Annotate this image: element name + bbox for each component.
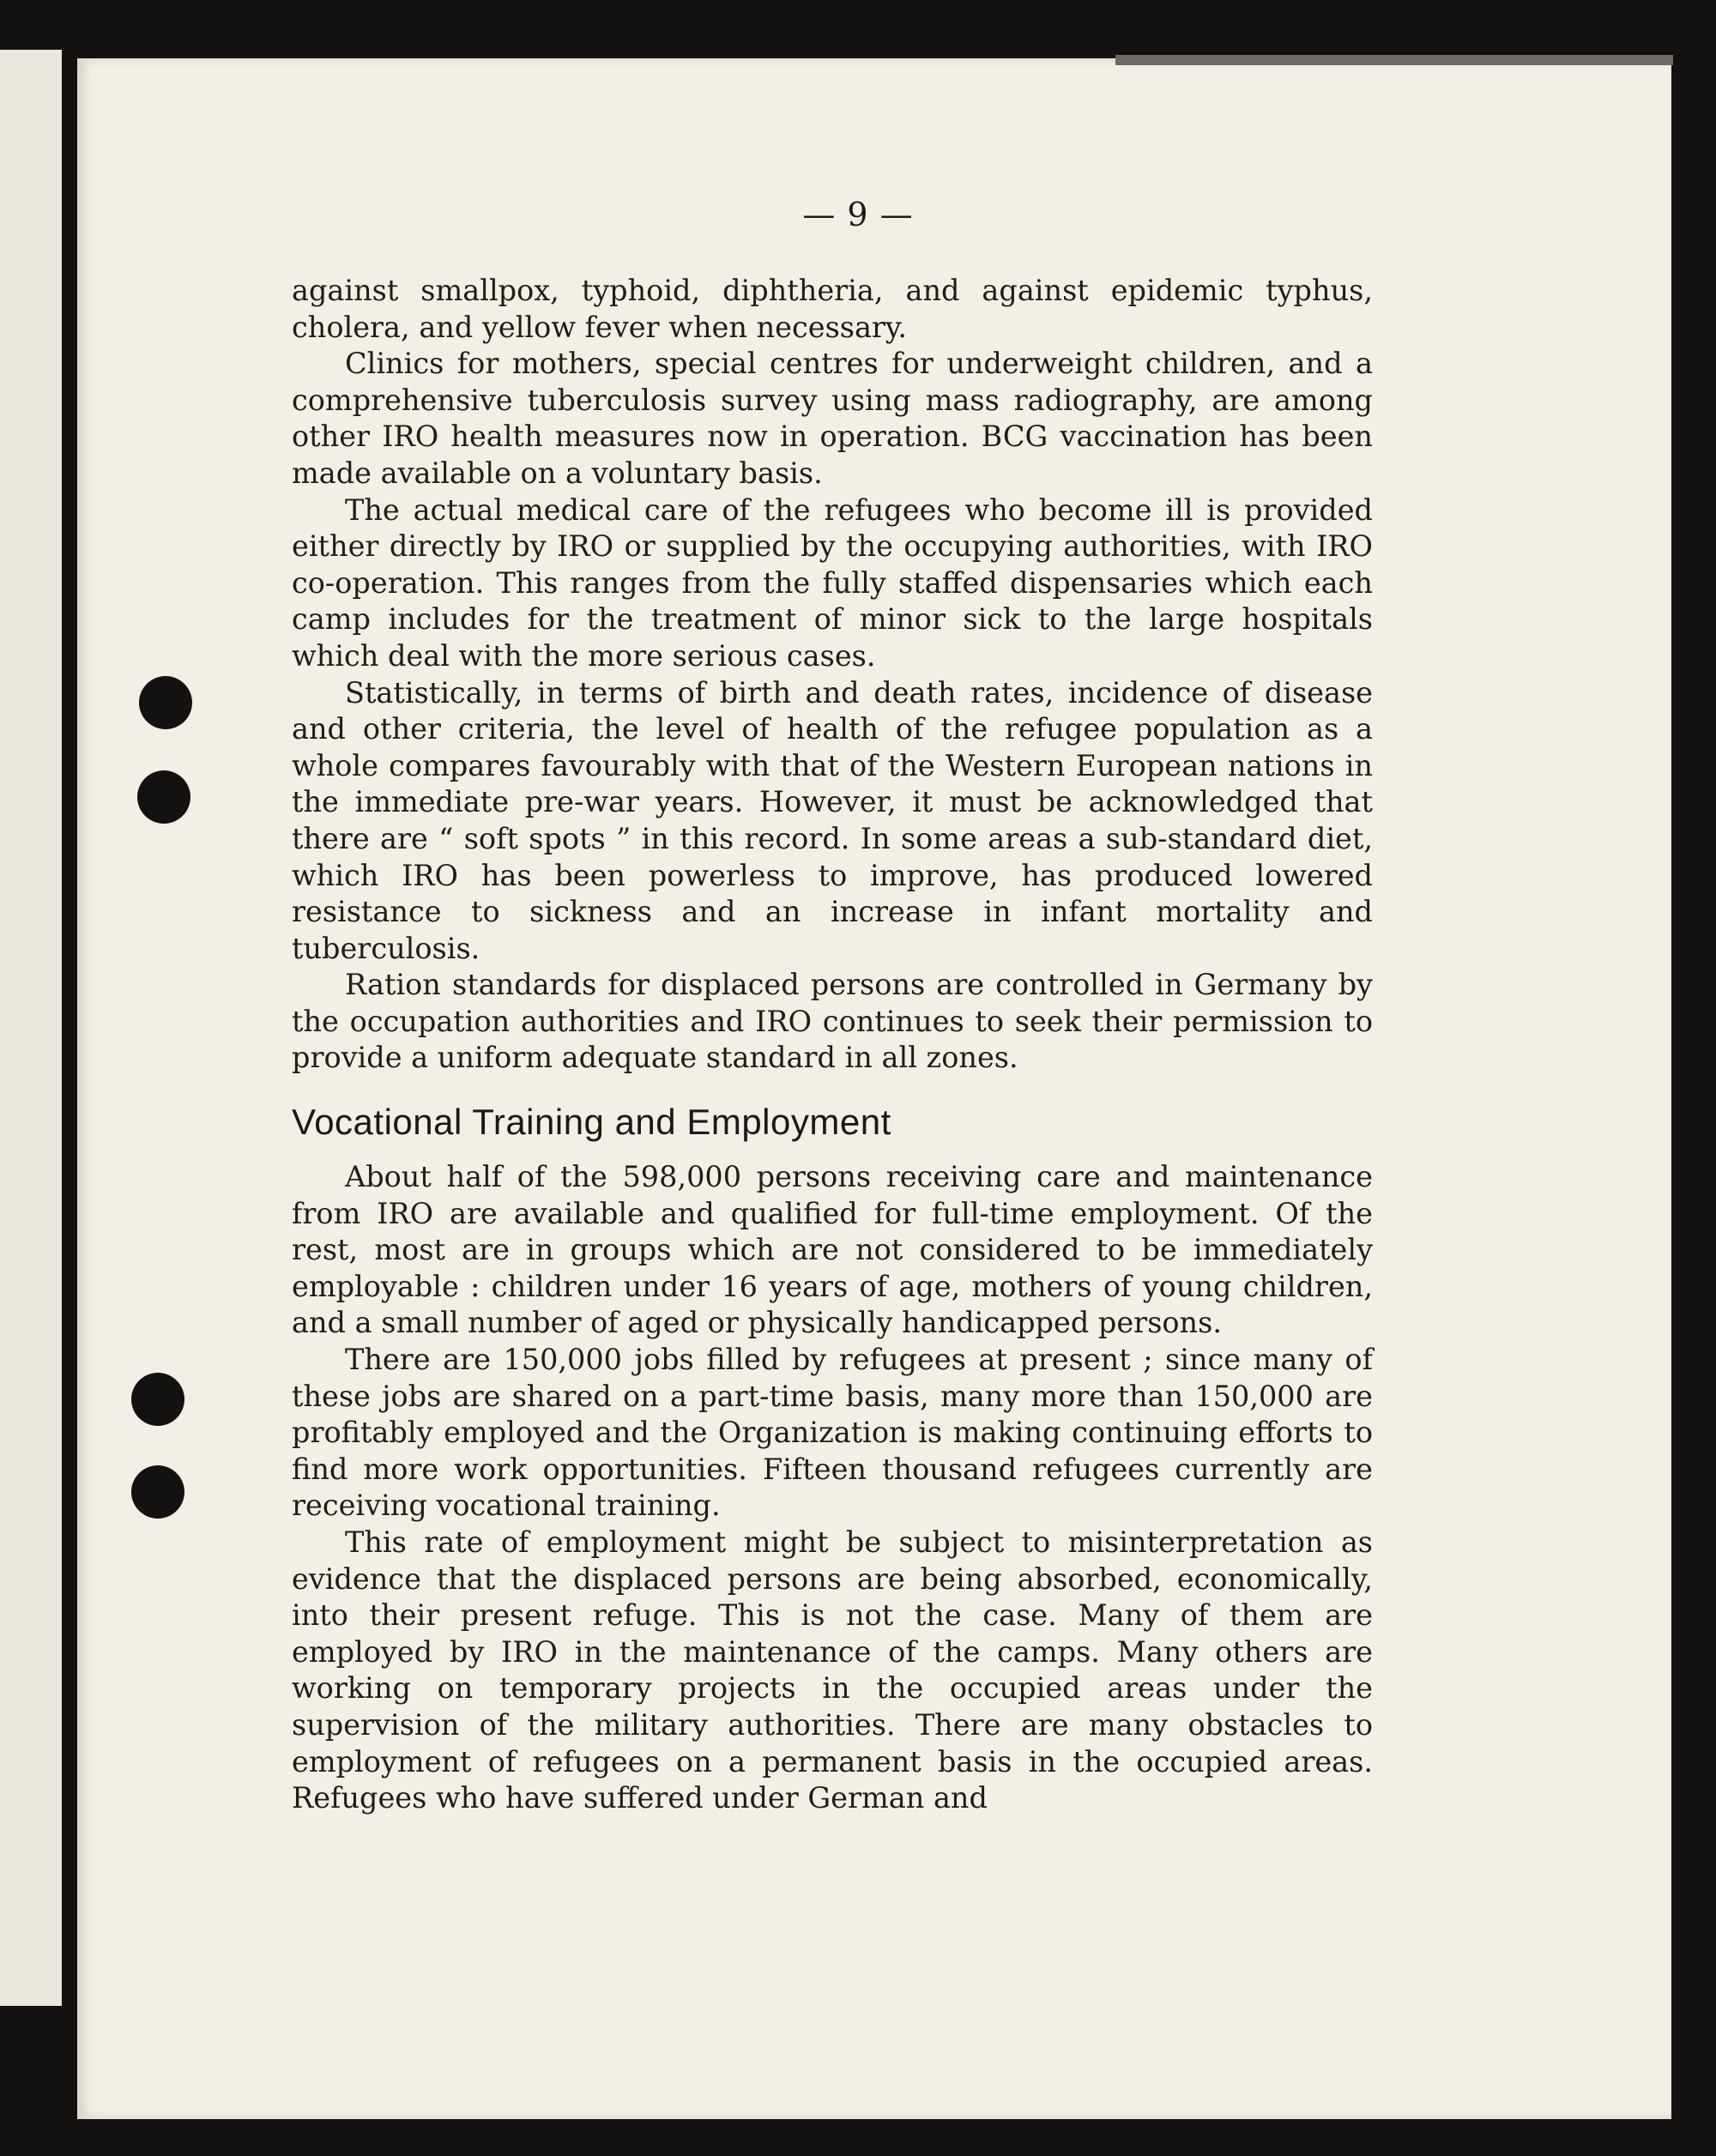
punch-hole (131, 1373, 184, 1426)
paragraph: Statistically, in terms of birth and death rates, incidence of disease and other criteria, the level of health of the refugee population as a whole compares favourably with that of the Western European nations in the immediate pre-war years. However, it must be acknowledged that there are “ soft spots ” in this record. In some areas a sub-standard diet, which IRO has been powerless to improve, has produced lowered resistance to sickness and an increase in infant mortality and tuberculosis. (292, 675, 1373, 965)
paragraph: against smallpox, typhoid, diphtheria, and against epidemic typhus, cholera, and yellow fever when necessary. (292, 274, 1373, 344)
section-heading: Vocational Training and Employment (292, 1102, 891, 1143)
paragraph: There are 150,000 jobs filled by refugees at present ; since many of these jobs are shared on a part-time basis, many more than 150,000 are profitably employed and the Organization is making continuing efforts to find more work opportunities. Fifteen thousand refugees currently are receiving vocational training. (292, 1343, 1373, 1523)
paragraph: This rate of employment might be subject to misinterpretation as evidence that the displaced persons are being absorbed, economically, into their present refuge. This is not the case. Many of them are employed by IRO in the maintenance of the camps. Many others are working on temporary projects in the occupied areas under the supervision of the military authorities. There are many obstacles to employment of refugees on a permanent basis in the occupied areas. Refugees who have suffered under German and (292, 1525, 1373, 1815)
punch-hole (139, 676, 192, 729)
paragraph: About half of the 598,000 persons receiving care and maintenance from IRO are available and qualified for full-time employment. Of the rest, most are in groups which are not considered to be immediately employable : children under 16 years of age, mothers of young children, and a small number of aged or physically handicapped persons. (292, 1160, 1373, 1340)
top-shadow-strip (1115, 55, 1673, 65)
punch-hole (137, 770, 190, 824)
paragraph: The actual medical care of the refugees who become ill is provided either directly by IRO or supplied by the occupying authorities, with IRO co-operation. This ranges from the fully staffed dispensaries which each camp includes for the treatment of minor sick to the large hospitals which deal with the more serious cases. (292, 492, 1373, 673)
paragraph: Ration standards for displaced persons are controlled in Germany by the occupation authorities and IRO continues to seek their permission to provide a uniform adequate standard in all zones. (292, 968, 1373, 1075)
paragraph: Clinics for mothers, special centres for underweight children, and a comprehensive tuberculosis survey using mass radiography, are among other IRO health measures now in operation. BCG vaccination has been made available on a voluntary basis. (292, 347, 1373, 490)
facing-page-edge (0, 50, 62, 2006)
body-text-column (292, 273, 1373, 1817)
punch-hole (131, 1465, 184, 1519)
page-number: — 9 — (802, 196, 914, 233)
